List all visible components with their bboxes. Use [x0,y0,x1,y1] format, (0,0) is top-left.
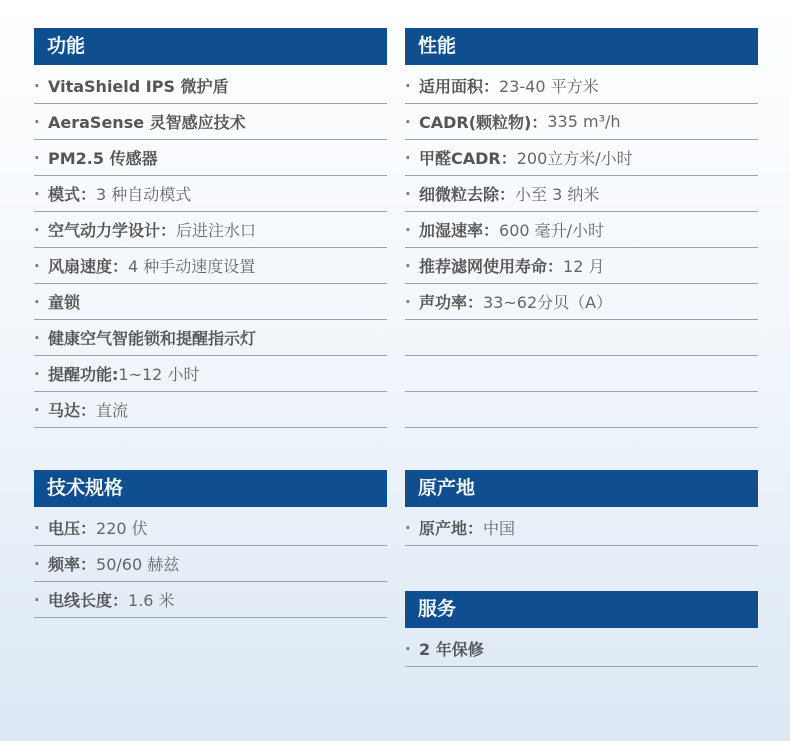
spec-row [34,356,387,392]
bullet-icon: · [405,518,411,537]
spec-label: AeraSense 灵智感应技术 [48,113,246,132]
spec-label: VitaShield IPS 微护盾 [48,77,229,96]
bullet-icon: · [34,554,40,573]
origin-section [405,470,758,546]
spec-label: 电线长度： [48,591,129,610]
spec-row [34,248,387,284]
spec-value: 1~12 小时 [118,365,200,384]
spec-label: 频率： [48,555,97,574]
spec-label: CADR(颗粒物)： [419,113,548,132]
spec-label: 风扇速度： [48,257,129,276]
spec-label: 马达： [48,401,97,420]
specs-list [34,510,387,618]
performance-list [405,68,758,428]
specs-header: 技术规格 [34,470,387,507]
bullet-icon: · [405,112,411,131]
bullet-icon: · [34,112,40,131]
spec-label: PM2.5 传感器 [48,149,158,168]
performance-section [405,28,758,428]
bullet-icon: · [405,256,411,275]
spec-row [405,631,758,667]
spec-row [34,320,387,356]
spec-row [405,510,758,546]
spec-label: 细微粒去除： [419,185,516,204]
bullet-icon: · [34,220,40,239]
spec-value: 中国 [483,519,516,538]
bullet-icon: · [405,148,411,167]
features-list [34,68,387,428]
spec-label: 推荐滤网使用寿命： [419,257,564,276]
spec-row [405,392,758,428]
spec-row [405,356,758,392]
service-list [405,631,758,667]
bullet-icon: · [34,148,40,167]
spec-row [34,546,387,582]
spec-label: 声功率： [419,293,484,312]
spec-row [405,284,758,320]
service-section [405,591,758,667]
bullet-icon: · [34,400,40,419]
spec-row [34,284,387,320]
bullet-icon: · [405,184,411,203]
spec-value: 335 m³/h [547,112,621,131]
origin-header: 原产地 [405,470,758,507]
spec-value: 4 种手动速度设置 [128,257,256,276]
bullet-icon: · [34,256,40,275]
spec-row [405,212,758,248]
spec-label: 甲醛CADR： [419,149,517,168]
spec-label: 适用面积： [419,77,500,96]
bullet-icon: · [34,76,40,95]
spec-value: 直流 [96,401,129,420]
spec-row [34,104,387,140]
features-section [34,28,387,428]
bullet-icon: · [34,292,40,311]
spec-row [405,140,758,176]
bullet-icon: · [34,590,40,609]
spec-value: 小至 3 纳米 [515,185,600,204]
bullet-icon: · [34,184,40,203]
spec-value: 600 毫升/小时 [499,221,605,240]
spec-row [405,320,758,356]
spec-label: 提醒功能: [48,365,119,384]
bullet-icon: · [405,639,411,658]
spec-row [34,212,387,248]
spec-row [405,248,758,284]
bullet-icon: · [405,220,411,239]
performance-header: 性能 [405,28,758,65]
spec-row [34,140,387,176]
specs-section [34,470,387,618]
spec-row [405,68,758,104]
bullet-icon: · [34,364,40,383]
spec-row [405,176,758,212]
spec-label: 2 年保修 [419,640,484,659]
spec-value: 220 伏 [96,519,148,538]
spec-value: 1.6 米 [128,591,175,610]
spec-label: 模式： [48,185,97,204]
spec-value: 200立方米/小时 [516,149,633,168]
bullet-icon: · [34,328,40,347]
spec-value: 12 月 [563,257,605,276]
spec-row [34,510,387,546]
service-header: 服务 [405,591,758,628]
spec-label: 电压： [48,519,97,538]
spec-value: 23-40 平方米 [499,77,599,96]
bullet-icon: · [405,292,411,311]
origin-list [405,510,758,546]
spec-label: 空气动力学设计： [48,221,177,240]
spec-row [34,582,387,618]
spec-value: 33~62分贝（A） [483,293,613,312]
spec-label: 加湿速率： [419,221,500,240]
spec-label: 健康空气智能锁和提醒指示灯 [48,329,257,348]
spec-label: 原产地： [419,519,484,538]
features-header: 功能 [34,28,387,65]
spec-row [405,104,758,140]
spec-label: 童锁 [48,293,81,312]
spec-value: 50/60 赫兹 [96,555,180,574]
spec-row [34,392,387,428]
spec-value: 后进注水口 [176,221,257,240]
bullet-icon: · [34,518,40,537]
bullet-icon: · [405,76,411,95]
spec-value: 3 种自动模式 [96,185,192,204]
spec-row [34,176,387,212]
spec-row [34,68,387,104]
